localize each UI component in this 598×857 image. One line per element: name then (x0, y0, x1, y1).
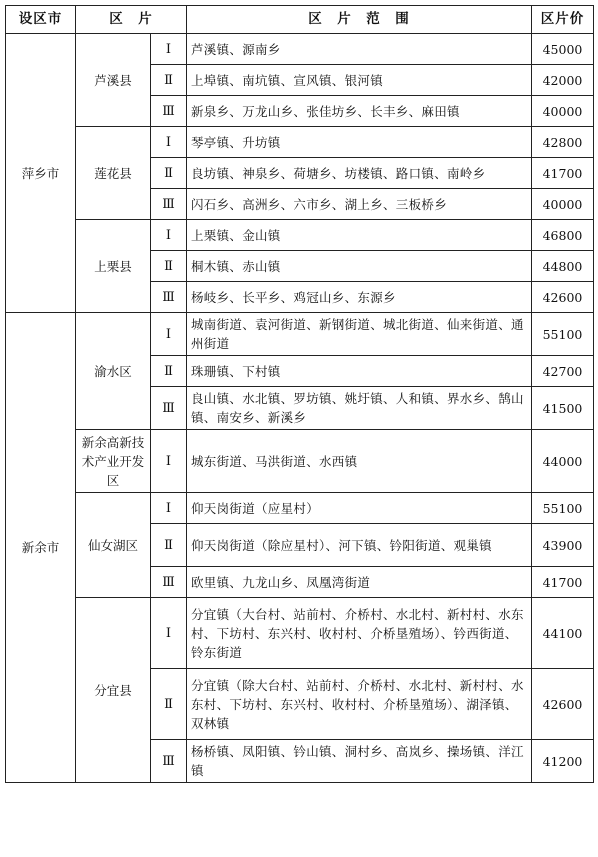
county-name: 芦溪县 (76, 34, 151, 127)
range-cell: 上埠镇、南坑镇、宣风镇、银河镇 (187, 65, 532, 96)
grade-cell: Ⅲ (151, 189, 187, 220)
price-cell: 44100 (532, 598, 594, 669)
range-cell: 杨岐乡、长平乡、鸡冠山乡、东源乡 (187, 282, 532, 313)
table-row (6, 220, 594, 251)
range-cell: 琴亭镇、升坊镇 (187, 127, 532, 158)
price-cell: 44000 (532, 430, 594, 493)
header-range: 区 片 范 围 (187, 6, 532, 34)
price-cell: 55100 (532, 313, 594, 356)
price-cell: 45000 (532, 34, 594, 65)
grade-cell: Ⅰ (151, 313, 187, 356)
grade-cell: Ⅰ (151, 493, 187, 524)
price-cell: 42000 (532, 65, 594, 96)
range-cell: 良山镇、水北镇、罗坊镇、姚圩镇、人和镇、界水乡、鹄山镇、南安乡、新溪乡 (187, 387, 532, 430)
county-name: 渝水区 (76, 313, 151, 430)
price-cell: 40000 (532, 96, 594, 127)
price-cell: 46800 (532, 220, 594, 251)
grade-cell: Ⅰ (151, 34, 187, 65)
price-cell: 42800 (532, 127, 594, 158)
range-cell: 芦溪镇、源南乡 (187, 34, 532, 65)
price-cell: 42600 (532, 282, 594, 313)
grade-cell: Ⅱ (151, 158, 187, 189)
table-row (6, 34, 594, 65)
grade-cell: Ⅰ (151, 127, 187, 158)
grade-cell: Ⅱ (151, 251, 187, 282)
range-cell: 杨桥镇、凤阳镇、钤山镇、洞村乡、高岚乡、操场镇、洋江镇 (187, 740, 532, 783)
header-row (6, 6, 594, 34)
price-cell: 40000 (532, 189, 594, 220)
price-cell: 44800 (532, 251, 594, 282)
county-name: 仙女湖区 (76, 493, 151, 598)
price-cell: 55100 (532, 493, 594, 524)
range-cell: 闪石乡、高洲乡、六市乡、湖上乡、三板桥乡 (187, 189, 532, 220)
county-name: 新余高新技术产业开发区 (76, 430, 151, 493)
table-row (6, 430, 594, 493)
range-cell: 仰天岗街道（应星村） (187, 493, 532, 524)
price-cell: 41700 (532, 158, 594, 189)
table-row (6, 313, 594, 356)
price-cell: 43900 (532, 524, 594, 567)
price-cell: 41700 (532, 567, 594, 598)
range-cell: 城东街道、马洪街道、水西镇 (187, 430, 532, 493)
grade-cell: Ⅲ (151, 567, 187, 598)
range-cell: 良坊镇、神泉乡、荷塘乡、坊楼镇、路口镇、南岭乡 (187, 158, 532, 189)
table-row (6, 598, 594, 669)
range-cell: 分宜镇（除大台村、站前村、介桥村、水北村、新村村、水东村、下坊村、东兴村、收村村、介桥垦殖场）、湖泽镇、双林镇 (187, 669, 532, 740)
range-cell: 珠珊镇、下村镇 (187, 356, 532, 387)
grade-cell: Ⅲ (151, 387, 187, 430)
county-name: 分宜县 (76, 598, 151, 783)
grade-cell: Ⅲ (151, 96, 187, 127)
table-row (6, 127, 594, 158)
county-name: 莲花县 (76, 127, 151, 220)
grade-cell: Ⅱ (151, 65, 187, 96)
district-price-table (5, 5, 594, 783)
price-cell: 42700 (532, 356, 594, 387)
price-cell: 41200 (532, 740, 594, 783)
range-cell: 桐木镇、赤山镇 (187, 251, 532, 282)
grade-cell: Ⅰ (151, 430, 187, 493)
city-name: 新余市 (6, 313, 76, 783)
header-price: 区片价 (532, 6, 594, 34)
range-cell: 上栗镇、金山镇 (187, 220, 532, 251)
price-cell: 41500 (532, 387, 594, 430)
price-cell: 42600 (532, 669, 594, 740)
grade-cell: Ⅱ (151, 356, 187, 387)
grade-cell: Ⅲ (151, 740, 187, 783)
grade-cell: Ⅰ (151, 220, 187, 251)
header-district: 区 片 (76, 6, 187, 34)
city-name: 萍乡市 (6, 34, 76, 313)
range-cell: 分宜镇（大台村、站前村、介桥村、水北村、新村村、水东村、下坊村、东兴村、收村村、介桥垦殖场）、钤西街道、铃东街道 (187, 598, 532, 669)
county-name: 上栗县 (76, 220, 151, 313)
range-cell: 新泉乡、万龙山乡、张佳坊乡、长丰乡、麻田镇 (187, 96, 532, 127)
grade-cell: Ⅲ (151, 282, 187, 313)
grade-cell: Ⅱ (151, 524, 187, 567)
header-city: 设区市 (6, 6, 76, 34)
table-row (6, 493, 594, 524)
grade-cell: Ⅰ (151, 598, 187, 669)
range-cell: 仰天岗街道（除应星村）、河下镇、钤阳街道、观巢镇 (187, 524, 532, 567)
grade-cell: Ⅱ (151, 669, 187, 740)
range-cell: 欧里镇、九龙山乡、凤凰湾街道 (187, 567, 532, 598)
range-cell: 城南街道、袁河街道、新钢街道、城北街道、仙来街道、通州街道 (187, 313, 532, 356)
